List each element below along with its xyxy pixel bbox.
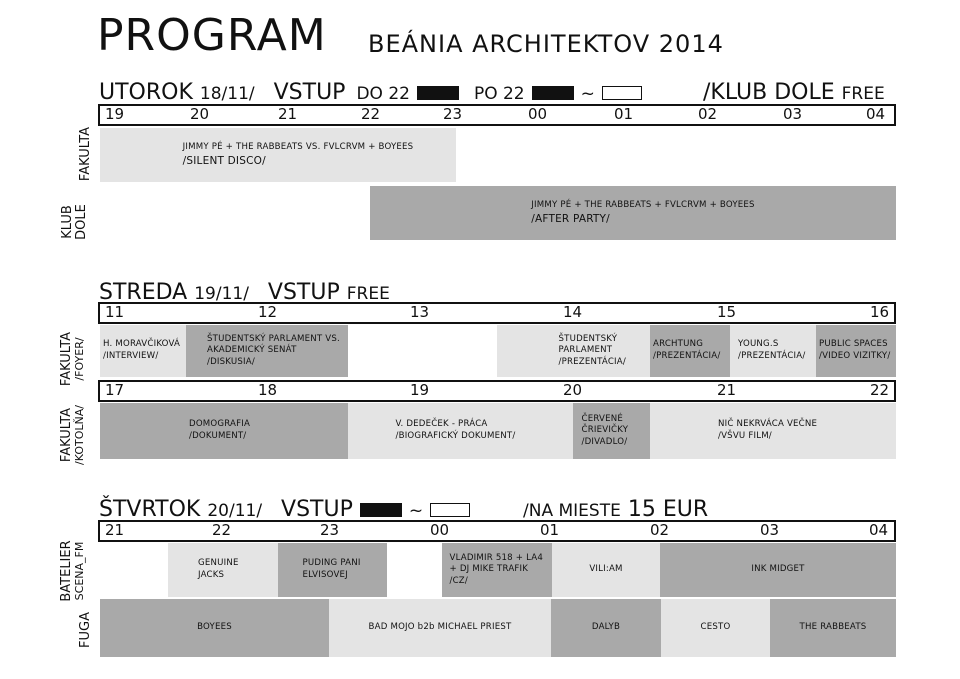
hour-label: 03: [783, 105, 803, 123]
event-silent-disco: JIMMY PÉ + THE RABBEATS VS. FVLCRVM + BOYEES /SILENT DISCO/: [100, 128, 456, 182]
event-dedecek: V. DEDEČEK - PRÁCA /BIOGRAFICKÝ DOKUMENT/: [348, 403, 573, 459]
hour-label: 21: [278, 105, 298, 123]
ticket-black-icon: [532, 86, 574, 100]
hour-label: 18: [258, 381, 278, 399]
hour-label: 00: [430, 521, 450, 539]
hour-label: 20: [190, 105, 210, 123]
page-title: PROGRAM: [97, 10, 327, 61]
hour-label: 22: [361, 105, 381, 123]
hour-label: 02: [650, 521, 670, 539]
event-archtung: ARCHTUNG /PREZENTÁCIA/: [650, 325, 730, 377]
tuesday-header: [99, 82, 642, 104]
hour-label: 04: [866, 105, 886, 123]
entry-label: VSTUP: [273, 80, 346, 105]
hour-label: 22: [870, 381, 890, 399]
event-public-spaces: PUBLIC SPACES /VIDEO VIZITKY/: [816, 325, 896, 377]
day-date: 19/11/: [194, 284, 249, 304]
row-label-fakulta-foyer: FAKULTA /FOYER/: [59, 331, 87, 387]
row-label-fakulta-kotolna: FAKULTA /KOTOLŇA/: [59, 405, 87, 465]
hour-label: 11: [105, 303, 125, 321]
event-young-s: YOUNG.S /PREZENTÁCIA/: [730, 325, 816, 377]
event-genuine-jacks: GENUINE JACKS: [168, 543, 278, 597]
event-boyees: BOYEES: [100, 599, 329, 657]
hour-label: 01: [614, 105, 634, 123]
day-date: 18/11/: [199, 84, 255, 104]
event-ink-midget: INK MIDGET: [660, 543, 896, 597]
tilde: ~: [408, 501, 424, 521]
event-dalyb: DALYB: [551, 599, 661, 657]
hour-label: 04: [869, 521, 889, 539]
event-puding: PUDING PANI ELVISOVEJ: [278, 543, 387, 597]
hour-label: 15: [717, 303, 737, 321]
event-bad-mojo: BAD MOJO b2b MICHAEL PRIEST: [329, 599, 551, 657]
hour-label: 14: [563, 303, 583, 321]
wednesday-hour-bar-1: [98, 302, 896, 324]
hour-label: 19: [410, 381, 430, 399]
club-info: [703, 82, 885, 104]
event-nic-nekrvaca: NIČ NEKRVÁCA VEČNE /VŠVU FILM/: [650, 403, 896, 459]
hour-label: 23: [443, 105, 463, 123]
event-domografia: DOMOGRAFIA /DOKUMENT/: [100, 403, 348, 459]
entry-label: VSTUP: [267, 280, 340, 305]
event-vladimir-518: VLADIMIR 518 + LA4 + DJ MIKE TRAFIK /CZ/: [442, 543, 552, 597]
hour-label: 21: [105, 521, 125, 539]
wednesday-hour-bar-2: [98, 380, 896, 402]
event-cesto: CESTO: [661, 599, 770, 657]
ticket-black-icon: [360, 503, 402, 517]
tuesday-hour-bar: [98, 104, 896, 126]
day-name: ŠTVRTOK: [99, 497, 201, 522]
onsite-label: /NA MIESTE: [523, 501, 621, 521]
hour-label: 20: [563, 381, 583, 399]
hour-label: 19: [105, 105, 125, 123]
entry-after: PO 22: [473, 84, 525, 104]
hour-label: 12: [258, 303, 278, 321]
row-label-batelier: BATELIER SCENA_FM: [59, 540, 87, 602]
row-label-fuga: FUGA: [78, 612, 93, 648]
entry-label: VSTUP: [281, 497, 353, 522]
event-parlament-prezentacia: ŠTUDENTSKÝ PARLAMENT /PREZENTÁCIA/: [497, 325, 650, 377]
ticket-white-icon: [430, 503, 470, 517]
row-label-klub-dole: KLUB DOLE: [60, 204, 90, 240]
thursday-header: [99, 499, 470, 521]
day-name: UTOROK: [99, 80, 193, 105]
event-cervene-crievicky: ČERVENÉ ČRIEVIČKY /DIVADLO/: [573, 403, 650, 459]
event-diskusia: ŠTUDENTSKÝ PARLAMENT VS. AKADEMICKÝ SENÁT /DISKUSIA/: [186, 325, 348, 377]
hour-label: 01: [540, 521, 560, 539]
day-name: STREDA: [99, 280, 188, 305]
row-label-fakulta: FAKULTA: [78, 126, 93, 182]
tilde: ~: [580, 84, 595, 104]
event-interview: H. MORAVČIKOVÁ /INTERVIEW/: [100, 325, 186, 377]
event-the-rabbeats: THE RABBEATS: [770, 599, 896, 657]
hour-label: 23: [320, 521, 340, 539]
price: 15 EUR: [627, 497, 709, 522]
entry-before: DO 22: [356, 84, 410, 104]
ticket-white-icon: [602, 86, 642, 100]
hour-label: 16: [870, 303, 890, 321]
hour-label: 03: [760, 521, 780, 539]
club-free: FREE: [841, 84, 885, 104]
hour-label: 17: [105, 381, 125, 399]
wednesday-header: [99, 282, 390, 304]
hour-label: 00: [528, 105, 548, 123]
hour-label: 13: [410, 303, 430, 321]
hour-label: 02: [698, 105, 718, 123]
event-viliam: VILI:AM: [552, 543, 660, 597]
entry-free: FREE: [346, 284, 390, 304]
event-after-party: JIMMY PÉ + THE RABBEATS + FVLCRVM + BOYEES /AFTER PARTY/: [370, 186, 896, 240]
ticket-black-icon: [417, 86, 459, 100]
club-name: /KLUB DOLE: [703, 80, 835, 105]
hour-label: 21: [717, 381, 737, 399]
onsite-price: [523, 499, 708, 521]
hour-label: 22: [212, 521, 232, 539]
day-date: 20/11/: [207, 501, 263, 521]
page-subtitle: BEÁNIA ARCHITEKTOV 2014: [368, 30, 724, 58]
